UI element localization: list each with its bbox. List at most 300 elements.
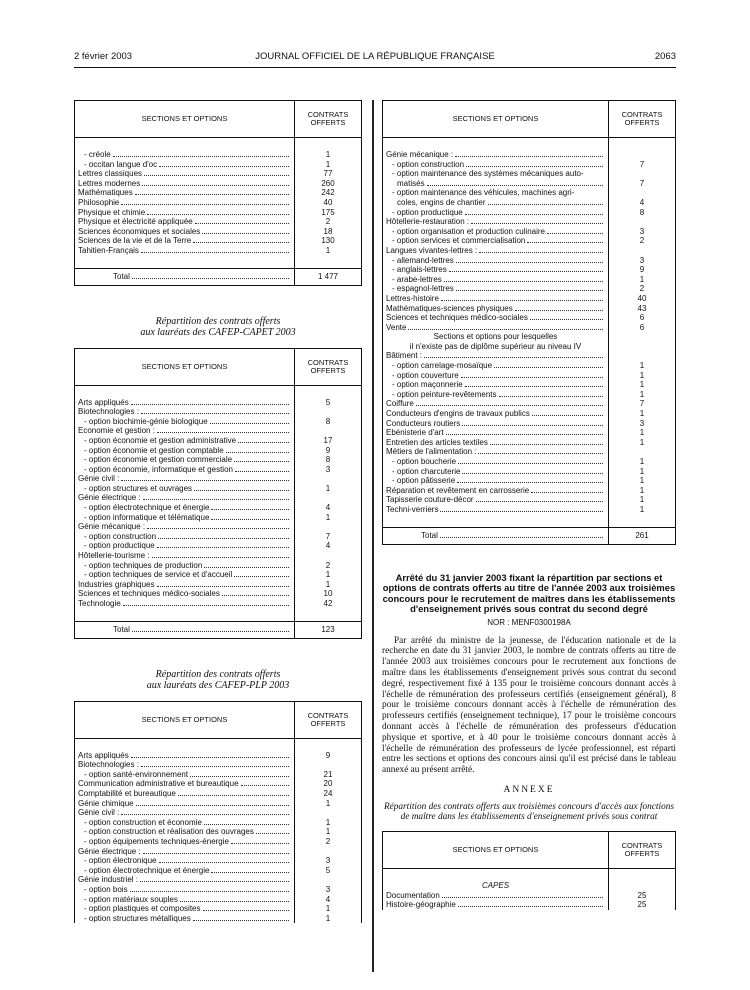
caption-cafep-capet: Répartition des contrats offerts aux lauréats des CAFEP-CAPET 2003: [140, 315, 296, 338]
row-label: - option charcuterie: [392, 466, 461, 476]
table-cell-value: [609, 188, 676, 198]
table-cell-value: 6: [609, 313, 676, 323]
row-label: - option peinture-revêtements: [392, 389, 497, 399]
row-label: - option couverture: [392, 370, 459, 380]
table-cell-value: 2: [609, 236, 676, 246]
table-cell-label: [383, 457, 609, 467]
table-body: [75, 385, 362, 638]
row-label: - option plastiques et composites: [84, 904, 201, 914]
table-cell-label: [75, 474, 295, 484]
spacer-cell: [609, 138, 676, 151]
table-cell-value: 4: [295, 503, 362, 513]
leader-dots: [123, 605, 289, 606]
leader-dots: [462, 473, 603, 474]
table-cell-value: 7: [609, 179, 676, 189]
table-cell-label: [75, 532, 295, 542]
leader-dots: [147, 214, 289, 215]
table-row: [75, 856, 362, 866]
spacer-cell: [295, 256, 362, 269]
table-cell-value: 1: [295, 827, 362, 837]
leader-dots: [131, 757, 289, 758]
table-row: [383, 495, 676, 505]
table-row: [383, 198, 676, 208]
table-row: [75, 417, 362, 427]
table-header-row: [75, 348, 362, 385]
table-cell-value: 1: [295, 484, 362, 494]
spacer-cell: [295, 609, 362, 622]
row-label: Economie et gestion :: [78, 426, 155, 436]
table-cell-value: [295, 522, 362, 532]
table-row: [75, 465, 362, 475]
table-cell-label: [383, 495, 609, 505]
table-cell-value: 9: [609, 265, 676, 275]
table-cell-label: [383, 419, 609, 429]
table-cell-label: [75, 236, 295, 246]
total-row: [75, 268, 362, 285]
table-cell-label: [75, 808, 295, 818]
table-row: [75, 914, 362, 924]
row-label: - option informatique et télématique: [84, 512, 210, 522]
table-cell-value: 18: [295, 227, 362, 237]
table-cafep-plp-continuation: [382, 100, 676, 545]
row-label: Génie électrique :: [78, 493, 141, 503]
table-row: [75, 179, 362, 189]
leader-dots: [113, 156, 289, 157]
table-cell-label: [75, 150, 295, 160]
row-label: Sciences de la vie et de la Terre: [78, 236, 192, 246]
row-label: Lettres-histoire: [386, 293, 439, 303]
table-row: [383, 505, 676, 515]
table-cell-label: [383, 399, 609, 409]
table-row: [383, 294, 676, 304]
leader-dots: [455, 156, 603, 157]
table-row: [383, 313, 676, 323]
leader-dots: [440, 537, 603, 538]
table-cell-value: 1: [609, 428, 676, 438]
leader-dots: [141, 252, 289, 253]
leader-dots: [424, 357, 603, 358]
table-cell-value: 8: [295, 455, 362, 465]
spacer-cell: [383, 868, 609, 881]
row-label: - option bois: [84, 884, 128, 894]
row-label: Sciences et techniques médico-sociales: [78, 589, 220, 599]
table-cell-value: 25: [609, 900, 676, 910]
leader-dots: [235, 471, 289, 472]
spacer-cell: [75, 738, 295, 751]
table-cell-value: 3: [295, 885, 362, 895]
table-row: [383, 188, 676, 198]
leader-dots: [121, 480, 289, 481]
table-row: [75, 541, 362, 551]
row-label: - option électrotechnique et énergie: [84, 503, 210, 513]
header-sections: SECTIONS ET OPTIONS: [383, 101, 609, 138]
leader-dots: [456, 290, 603, 291]
table-cell-label: [383, 227, 609, 237]
leader-dots: [142, 185, 289, 186]
row-label: Génie électrique :: [78, 846, 141, 856]
table-cell-value: 6: [609, 323, 676, 333]
spacer-row: [383, 515, 676, 528]
table-cell-value: 260: [295, 179, 362, 189]
table-row: [383, 179, 676, 189]
table-cell-value: 20: [295, 779, 362, 789]
leader-dots: [121, 814, 289, 815]
leader-dots: [195, 223, 289, 224]
row-label: - espagnol-lettres: [392, 284, 454, 294]
table-cell-label: [383, 256, 609, 266]
issue-date: 2 février 2003: [74, 51, 133, 62]
table-cell-label: [75, 580, 295, 590]
leader-dots: [141, 413, 289, 414]
table-row: [75, 789, 362, 799]
table-cell-label: [75, 465, 295, 475]
leader-dots: [204, 824, 289, 825]
table-cell-value: [295, 426, 362, 436]
spacer-row: [75, 738, 362, 751]
header-contrats: CONTRATS OFFERTS: [295, 101, 362, 138]
total-row: [75, 621, 362, 638]
table-cell-label: [383, 236, 609, 246]
table-cell-value: [295, 760, 362, 770]
leader-dots: [136, 805, 289, 806]
table-cell-value: [609, 246, 676, 256]
table-cell-value: 1: [295, 246, 362, 256]
leader-dots: [466, 166, 603, 167]
row-label: Sciences économiques et sociales: [78, 226, 201, 236]
table-body: [75, 738, 362, 923]
table-row: [75, 827, 362, 837]
table-cell-value: 4: [295, 541, 362, 551]
table-cell-value: 3: [295, 465, 362, 475]
leader-dots: [157, 586, 290, 587]
row-label: Arts appliqués: [78, 397, 129, 407]
row-label: Techni-verriers: [386, 504, 439, 514]
table-row: [383, 304, 676, 314]
table-cell-label: [75, 522, 295, 532]
table-row: [383, 900, 676, 910]
leader-dots: [194, 490, 289, 491]
spacer-cell: [295, 738, 362, 751]
table-cell-label: [75, 493, 295, 503]
leader-dots: [157, 547, 289, 548]
table-cell-label: [75, 208, 295, 218]
journal-title: JOURNAL OFFICIEL DE LA RÉPUBLIQUE FRANÇAISE: [255, 51, 495, 62]
row-label: - option biochimie-génie biologique: [84, 416, 208, 426]
table-cell-label: [383, 275, 609, 285]
total-value: 123: [295, 621, 362, 638]
header-contrats: CONTRATS OFFERTS: [295, 348, 362, 385]
table-cell-label: - option maintenance des véhicules, machines agri-: [383, 188, 609, 198]
table-cell-value: [295, 493, 362, 503]
spacer-row: [75, 138, 362, 151]
row-label: - option pâtisserie: [392, 476, 456, 486]
row-label: Conducteurs d'engins de travaux publics: [386, 409, 530, 419]
table-cell-value: [609, 169, 676, 179]
row-label: - allemand-lettres: [392, 255, 454, 265]
table-cafep-capet: [74, 348, 362, 639]
table-cell-label: [75, 866, 295, 876]
row-label: Mathématiques: [78, 188, 133, 198]
leader-dots: [234, 576, 289, 577]
table-cell-value: 1: [295, 914, 362, 924]
table-row: [75, 885, 362, 895]
spacer-cell: [295, 138, 362, 151]
table-row: [383, 457, 676, 467]
leader-dots: [226, 452, 289, 453]
table-cell-value: 175: [295, 208, 362, 218]
table-row: [75, 866, 362, 876]
table-cell-value: [295, 407, 362, 417]
table-row: [383, 208, 676, 218]
row-label: - option équipements techniques-énergie: [84, 836, 229, 846]
table-row: [383, 265, 676, 275]
leader-dots: [440, 511, 603, 512]
table-cell-label: [75, 426, 295, 436]
table-row: [75, 227, 362, 237]
table-row: [383, 227, 676, 237]
row-label: - option électrotechnique et énergie: [84, 865, 210, 875]
table-row: [75, 751, 362, 761]
row-label: - option boucherie: [392, 457, 457, 466]
table-row: [383, 361, 676, 371]
table-cell-label: [383, 208, 609, 218]
leader-dots: [202, 233, 289, 234]
table-cell-value: 1: [609, 361, 676, 371]
table-row: [75, 208, 362, 218]
table-row: [75, 770, 362, 780]
table-cell-value: [609, 342, 676, 352]
row-label: Génie industriel :: [78, 875, 139, 885]
row-label: Documentation: [386, 890, 440, 900]
table-row: [383, 428, 676, 438]
leader-dots: [416, 405, 603, 406]
table-cell-label: [383, 505, 609, 515]
table-row: [383, 486, 676, 496]
table-cell-label: [383, 390, 609, 400]
table-row: [383, 409, 676, 419]
leader-dots: [141, 766, 289, 767]
row-label: Physique et chimie: [78, 207, 146, 217]
total-label: Total: [113, 624, 130, 634]
leader-dots: [204, 567, 289, 568]
leader-dots: [478, 453, 603, 454]
spacer-cell: [75, 256, 295, 269]
table-cell-label: [75, 188, 295, 198]
row-label: - option productique: [84, 541, 155, 551]
table-subheading-row: [383, 881, 676, 891]
table-cell-label: [383, 447, 609, 457]
leader-dots: [241, 785, 289, 786]
table-cell-value: [609, 351, 676, 361]
table-cell-value: [295, 474, 362, 484]
table-row: [75, 169, 362, 179]
table-cell-value: [295, 808, 362, 818]
table-cell-value: 4: [609, 198, 676, 208]
table-cell-value: 1: [295, 904, 362, 914]
table-cell-label: [383, 351, 609, 361]
row-label: Hôtellerie-tourisme :: [78, 551, 150, 561]
table-cell-label: [75, 818, 295, 828]
table-cell-value: 1: [295, 818, 362, 828]
table-row: [75, 904, 362, 914]
row-label: Histoire-géographie: [386, 900, 456, 910]
leader-dots: [143, 853, 289, 854]
leader-dots: [135, 194, 289, 195]
leader-dots: [256, 833, 289, 834]
row-label: - option construction: [84, 531, 157, 541]
table-cell-value: 8: [609, 208, 676, 218]
row-label: - option économie et gestion comptable: [84, 445, 224, 455]
caption-cafep-plp: Répartition des contrats offerts aux lauréats des CAFEP-PLP 2003: [146, 668, 290, 691]
table-row: [383, 332, 676, 342]
table-cell-label: [383, 371, 609, 381]
table-cell-label: [75, 837, 295, 847]
table-cell-label: [75, 436, 295, 446]
leader-dots: [465, 214, 603, 215]
table-cell-label: [75, 589, 295, 599]
table-row: [75, 551, 362, 561]
header-sections: SECTIONS ET OPTIONS: [75, 101, 295, 138]
table-cell-label: [75, 847, 295, 857]
spacer-cell: [75, 609, 295, 622]
spacer-cell: [75, 138, 295, 151]
row-label: - arabe-lettres: [392, 274, 442, 284]
table-row: [383, 467, 676, 477]
table-cell-value: 42: [295, 599, 362, 609]
table-cell-value: 40: [609, 294, 676, 304]
total-value: 261: [609, 527, 676, 544]
spacer-cell: [75, 385, 295, 398]
leader-dots: [159, 166, 289, 167]
table-subheading: CAPES: [383, 881, 609, 891]
table-cell-label: [75, 227, 295, 237]
table-row: [75, 532, 362, 542]
table-row: [383, 342, 676, 352]
leader-dots: [132, 278, 289, 279]
table-cell-label: [75, 827, 295, 837]
table-row: [75, 513, 362, 523]
row-label: Hôtellerie-restauration :: [386, 217, 470, 227]
table-cell-value: [295, 875, 362, 885]
table-cell-value: 5: [295, 866, 362, 876]
leader-dots: [488, 204, 604, 205]
leader-dots: [190, 776, 289, 777]
table-cell-label: [75, 885, 295, 895]
left-column: [74, 100, 362, 923]
leader-dots: [121, 204, 289, 205]
table-cell-label: [75, 561, 295, 571]
row-label: - occitan langue d'oc: [84, 159, 158, 169]
table-cell-value: 1: [609, 476, 676, 486]
spacer-row: [383, 868, 676, 881]
header-rule: [74, 67, 676, 68]
leader-dots: [527, 242, 603, 243]
table-cell-label: - option maintenance des systèmes mécaniques auto-: [383, 169, 609, 179]
total-label: Total: [421, 530, 438, 540]
row-label: - option économie et gestion administrative: [84, 435, 237, 445]
table-cell-value: 1: [295, 580, 362, 590]
table-cell-value: 1: [295, 150, 362, 160]
table-cell-value: [609, 217, 676, 227]
table-cell-label: [383, 198, 609, 208]
leader-dots: [178, 795, 289, 796]
table-header-row: [75, 101, 362, 138]
leader-dots: [143, 499, 289, 500]
table-row: [75, 522, 362, 532]
leader-dots: [231, 843, 289, 844]
table-cell-value: [609, 332, 676, 342]
row-label: Ebénisterie d'art: [386, 428, 444, 438]
table-row: [383, 217, 676, 227]
header-contrats: CONTRATS OFFERTS: [295, 701, 362, 738]
table-row: [383, 399, 676, 409]
table-cell-value: [295, 847, 362, 857]
spacer-row: [75, 256, 362, 269]
table-cell-value: [609, 881, 676, 891]
table-row: [383, 169, 676, 179]
leader-dots: [461, 377, 603, 378]
table-cell-value: 40: [295, 198, 362, 208]
total-label: Total: [113, 271, 130, 281]
table-cell-value: 2: [295, 837, 362, 847]
leader-dots: [211, 519, 289, 520]
leader-dots: [211, 509, 289, 510]
table-cell-value: 7: [609, 160, 676, 170]
table-body: [75, 138, 362, 286]
table-cell-value: 10: [295, 589, 362, 599]
arrete-title: Arrêté du 31 janvier 2003 fixant la répartition par sections et options de contrats offerts au titre de l'année 2003 aux troisièmes concours pour le recrutement de maîtres dans les établissements d'enseignement privés sous contrat du second degré: [382, 571, 676, 615]
leader-dots: [158, 538, 289, 539]
table-row: [383, 447, 676, 457]
table-cell-label: [383, 217, 609, 227]
table-cell-label: [75, 179, 295, 189]
table-cell-label: il n'existe pas de diplôme supérieur au niveau IV: [383, 342, 609, 352]
leader-dots: [157, 432, 289, 433]
row-label: - option structures métalliques: [84, 913, 191, 923]
table-cell-label: [383, 304, 609, 314]
table-row: [75, 398, 362, 408]
row-label: Sciences et techniques médico-sociales: [386, 313, 528, 323]
table-row: [75, 246, 362, 256]
leader-dots: [132, 631, 289, 632]
leader-dots: [211, 872, 289, 873]
table-row: [75, 188, 362, 198]
table-cell-label: [75, 446, 295, 456]
arrete-body: Par arrêté du ministre de la jeunesse, de l'éducation nationale et de la recherche en date du 31 janvier 2003, le nombre de contrats offerts au titre de l'année 2003 aux troisièmes concours pour le recrutement aux fonctions de maître dans les établissements d'enseignement privés sous contrat du second degré, respectivement fixé à 135 pour le troisième concours donnant accès à l'échelle de rémunération des professeurs certifiés (enseignement général), 8 pour le troisième concours donnant accès à l'échelle de rémunération des professeurs certifiés (enseignement technique), 17 pour le troisième concours donnant accès à l'échelle de rémunération des professeurs d'éducation physique et sportive, et à 40 pour le troisième concours donnant accès à l'échelle de rémunération des professeurs de lycée professionnel, est réparti entre les sections et options des concours ainsi qu'il est précisé dans le tableau annexé au présent arrêté.: [382, 635, 676, 776]
page-number: 2063: [654, 51, 676, 62]
table-cell-label: [75, 770, 295, 780]
row-label: Langues vivantes-lettres :: [386, 245, 478, 255]
table-cell-value: 3: [609, 256, 676, 266]
table-cell-value: 1: [609, 495, 676, 505]
leader-dots: [144, 175, 289, 176]
leader-dots: [530, 319, 603, 320]
table-cell-value: [295, 551, 362, 561]
row-label: Communication administrative et bureautique: [78, 779, 239, 789]
spacer-row: [75, 609, 362, 622]
table-cell-value: 25: [609, 891, 676, 901]
row-label: coles, engins de chantier: [397, 197, 486, 207]
row-label: Vente: [386, 322, 407, 332]
leader-dots: [427, 185, 603, 186]
spacer-row: [75, 385, 362, 398]
row-label: Bâtiment :: [386, 351, 423, 361]
leader-dots: [442, 897, 603, 898]
table-cell-value: 1: [295, 570, 362, 580]
table-cell-label: [383, 313, 609, 323]
leader-dots: [130, 891, 289, 892]
row-label: Métiers de l'alimentation :: [386, 447, 477, 457]
